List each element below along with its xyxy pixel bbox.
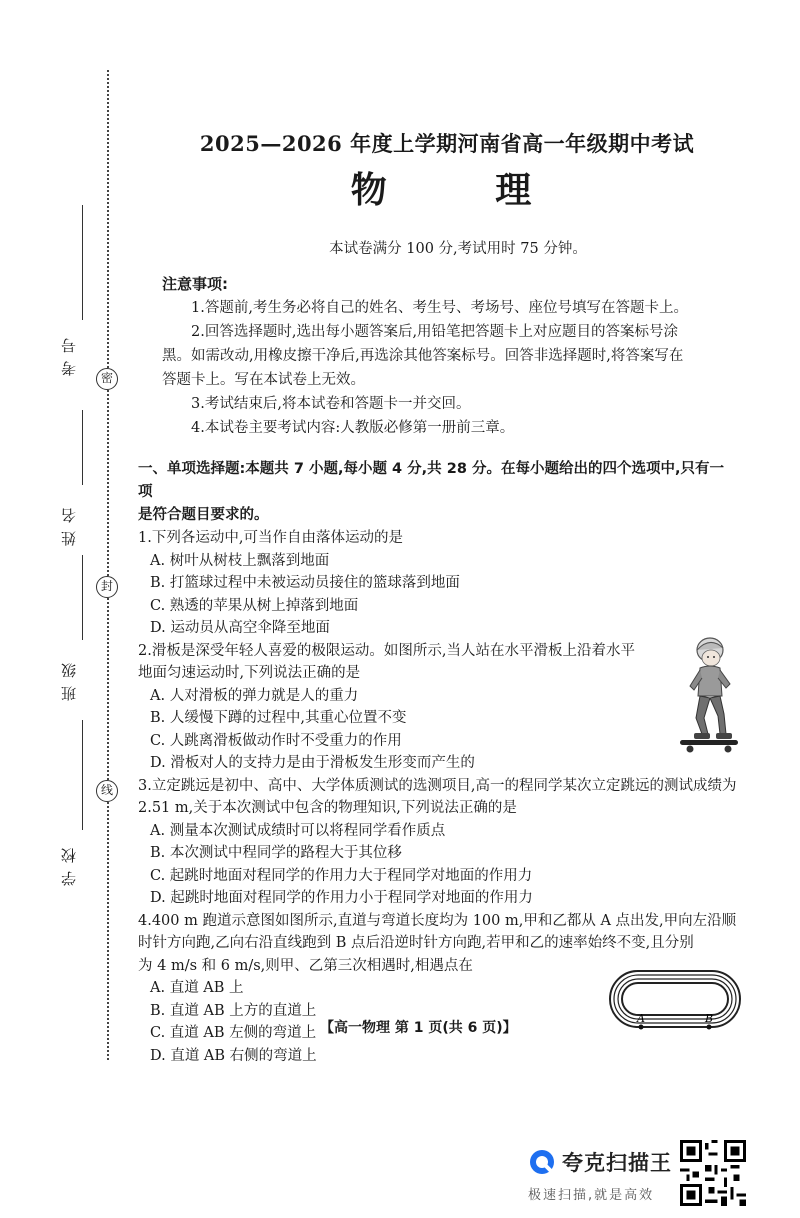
option-c: C. 起跳时地面对程同学的作用力大于程同学对地面的作用力 bbox=[150, 867, 533, 884]
question-stem: 2.51 m,关于本次测试中包含的物理知识,下列说法正确的是 bbox=[138, 800, 517, 816]
running-track-figure bbox=[607, 968, 743, 1032]
notice-item: 4.本试卷主要考试内容:人教版必修第一册前三章。 bbox=[191, 420, 515, 436]
field-class[interactable] bbox=[58, 555, 84, 725]
option-a: A. 测量本次测试成绩时可以将程同学看作质点 bbox=[150, 822, 446, 839]
option-b: B. 直道 AB 上方的直道上 bbox=[150, 1002, 317, 1019]
question-stem: 1.下列各运动中,可当作自由落体运动的是 bbox=[138, 530, 403, 546]
field-school-line bbox=[82, 720, 83, 830]
seal-char-xian: 线 bbox=[96, 780, 118, 802]
scanner-app-name: 夸克扫描王 bbox=[562, 1151, 672, 1175]
option-a: A. 人对滑板的弹力就是人的重力 bbox=[150, 687, 359, 704]
question-stem: 时针方向跑,乙向右沿直线跑到 B 点后沿逆时针方向跑,若甲和乙的速率始终不变,且分别 bbox=[138, 935, 694, 951]
notice-block bbox=[138, 272, 738, 440]
field-class-line bbox=[82, 555, 83, 640]
field-exam-number-label: 考号 bbox=[60, 330, 78, 376]
section-heading-line: 是符合题目要求的。 bbox=[138, 507, 269, 523]
notice-title: 注意事项: bbox=[162, 275, 228, 293]
score-info: 本试卷满分 100 分,考试用时 75 分钟。 bbox=[329, 241, 587, 257]
qr-code-icon bbox=[680, 1140, 746, 1206]
notice-item: 黑。如需改动,用橡皮擦干净后,再选涂其他答案标号。回答非选择题时,将答案写在 bbox=[162, 348, 684, 364]
scanner-logo-icon bbox=[528, 1148, 556, 1176]
question-stem: 地面匀速运动时,下列说法正确的是 bbox=[138, 665, 361, 681]
scanner-slogan: 极速扫描,就是高效 bbox=[528, 1188, 655, 1203]
option-d: D. 起跳时地面对程同学的作用力小于程同学对地面的作用力 bbox=[150, 890, 533, 906]
field-exam-number[interactable] bbox=[58, 205, 84, 385]
point-a-dot bbox=[639, 1024, 644, 1029]
question-3 bbox=[138, 775, 738, 910]
seal-char-mi: 密 bbox=[96, 368, 118, 390]
question-stem: 为 4 m/s 和 6 m/s,则甲、乙第三次相遇时,相遇点在 bbox=[138, 957, 473, 974]
point-a-label: A bbox=[637, 1011, 645, 1025]
option-c: C. 熟透的苹果从树上掉落到地面 bbox=[150, 597, 359, 614]
option-c: C. 人跳离滑板做动作时不受重力的作用 bbox=[150, 732, 402, 749]
section-heading bbox=[138, 458, 738, 527]
notice-item: 2.回答选择题时,选出每小题答案后,用铅笔把答题卡上对应题目的答案标号涂 bbox=[191, 324, 679, 340]
section-heading-line: 一、单项选择题:本题共 7 小题,每小题 4 分,共 28 分。在每小题给出的四个选项中,只有一项 bbox=[138, 461, 724, 500]
field-name-label: 姓名 bbox=[60, 500, 78, 546]
exam-paper bbox=[138, 128, 738, 1067]
skateboarder-figure bbox=[674, 634, 744, 756]
option-d: D. 滑板对人的支持力是由于滑板发生形变而产生的 bbox=[150, 755, 475, 771]
option-a: A. 直道 AB 上 bbox=[150, 980, 244, 996]
question-4 bbox=[138, 910, 738, 1068]
field-exam-number-line bbox=[82, 205, 83, 320]
notice-item: 答题卡上。写在本试卷上无效。 bbox=[162, 372, 365, 388]
seal-dotted-line bbox=[107, 70, 109, 1060]
question-stem: 4.400 m 跑道示意图如图所示,直道与弯道长度均为 100 m,甲和乙都从 A 点出发,甲向左沿顺 bbox=[138, 912, 737, 929]
option-a: A. 树叶从树枝上飘落到地面 bbox=[150, 552, 330, 569]
option-d: D. 运动员从高空伞降至地面 bbox=[150, 620, 330, 636]
field-class-label: 班级 bbox=[60, 655, 78, 701]
option-b: B. 打篮球过程中未被运动员接住的篮球落到地面 bbox=[150, 575, 460, 591]
subject-title: 物 理 bbox=[350, 169, 580, 211]
field-school-label: 学校 bbox=[60, 840, 78, 886]
seal-char-feng: 封 bbox=[96, 576, 118, 598]
field-name[interactable] bbox=[58, 410, 84, 560]
field-name-line bbox=[82, 410, 83, 485]
page-footer: 【高一物理 第 1 页(共 6 页)】 bbox=[320, 1020, 517, 1036]
option-d: D. 直道 AB 右侧的弯道上 bbox=[150, 1047, 317, 1064]
scanner-watermark bbox=[520, 1140, 780, 1208]
option-b: B. 本次测试中程同学的路程大于其位移 bbox=[150, 845, 402, 861]
exam-title: 2025—2026 年度上学期河南省高一年级期中考试 bbox=[199, 131, 695, 156]
question-stem: 2.滑板是深受年轻人喜爱的极限运动。如图所示,当人站在水平滑板上沿着水平 bbox=[138, 642, 635, 659]
option-c: C. 直道 AB 左侧的弯道上 bbox=[150, 1025, 317, 1041]
question-stem: 3.立定跳远是初中、高中、大学体质测试的选测项目,高一的程同学某次立定跳远的测试成绩为 bbox=[138, 777, 737, 794]
question-1 bbox=[138, 527, 738, 640]
notice-item: 1.答题前,考生务必将自己的姓名、考生号、考场号、座位号填写在答题卡上。 bbox=[191, 300, 688, 316]
field-school[interactable] bbox=[58, 720, 84, 890]
option-b: B. 人缓慢下蹲的过程中,其重心位置不变 bbox=[150, 710, 407, 726]
binding-margin bbox=[0, 0, 130, 1218]
point-b-dot bbox=[707, 1024, 712, 1029]
notice-item: 3.考试结束后,将本试卷和答题卡一并交回。 bbox=[191, 396, 471, 412]
question-2 bbox=[138, 640, 738, 775]
point-b-label: B bbox=[705, 1011, 714, 1025]
